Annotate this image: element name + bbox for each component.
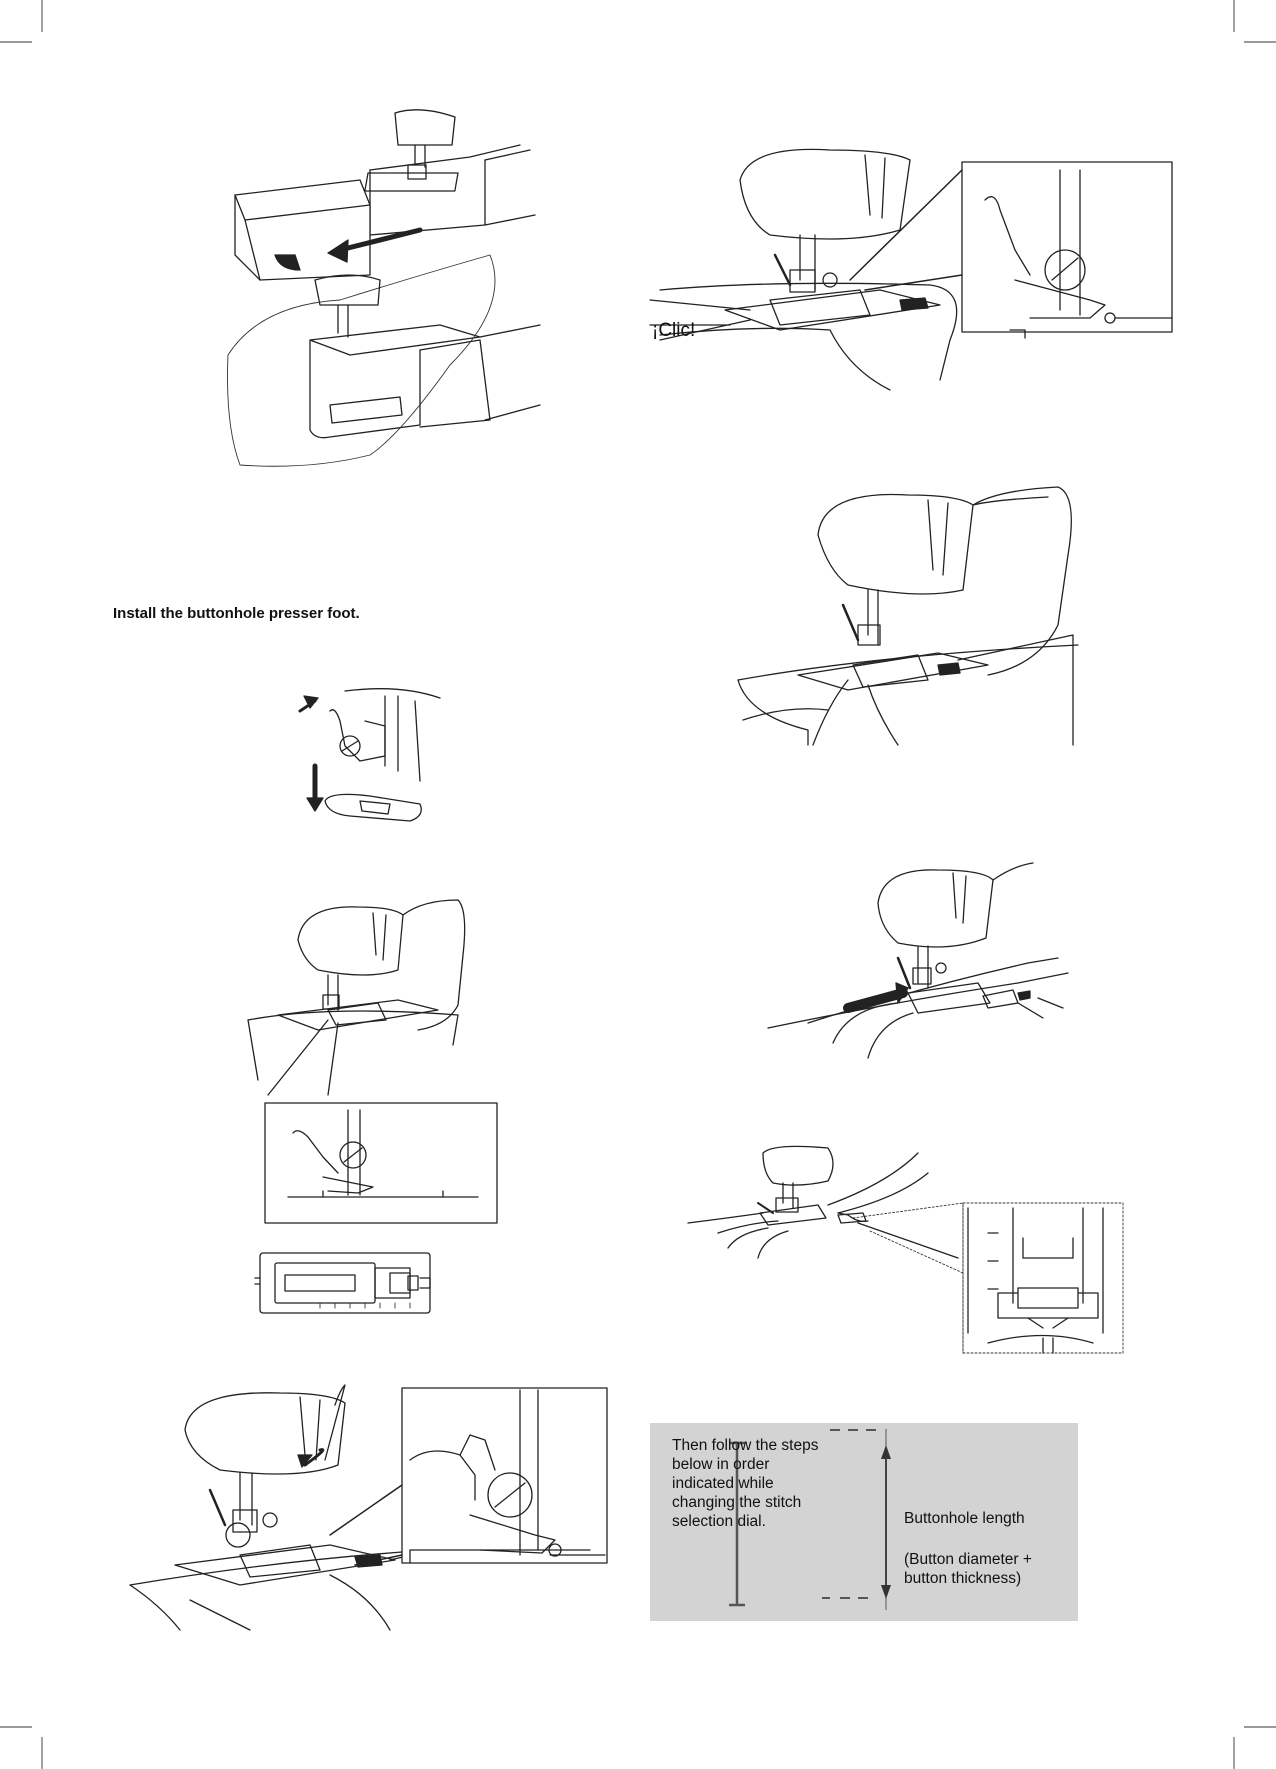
illustration-remove-accessory-box xyxy=(220,105,540,475)
illustration-foot-lowered-detail xyxy=(248,895,503,1230)
click-label: ¡Clic! xyxy=(652,320,696,341)
buttonhole-length-formula: (Button diameter + button thickness) xyxy=(904,1551,1032,1587)
illustration-lower-buttonhole-lever xyxy=(130,1385,610,1635)
illustration-fabric-feed-under-foot xyxy=(768,858,1068,1063)
buttonhole-length-label: Buttonhole length xyxy=(904,1510,1025,1527)
illustration-buttonhole-foot-top-view xyxy=(250,1248,450,1318)
illustration-needle-position-detail xyxy=(688,1143,1123,1356)
illustration-attach-click-on-foot xyxy=(650,140,1180,400)
instruction-text: Install the buttonhole presser foot. xyxy=(113,605,360,622)
steps-note: Then follow the steps below in order indicated while changing the stitch selection dial. xyxy=(672,1437,819,1530)
illustration-thread-ends-under-foot xyxy=(728,475,1088,750)
illustration-change-presser-foot xyxy=(290,686,450,836)
